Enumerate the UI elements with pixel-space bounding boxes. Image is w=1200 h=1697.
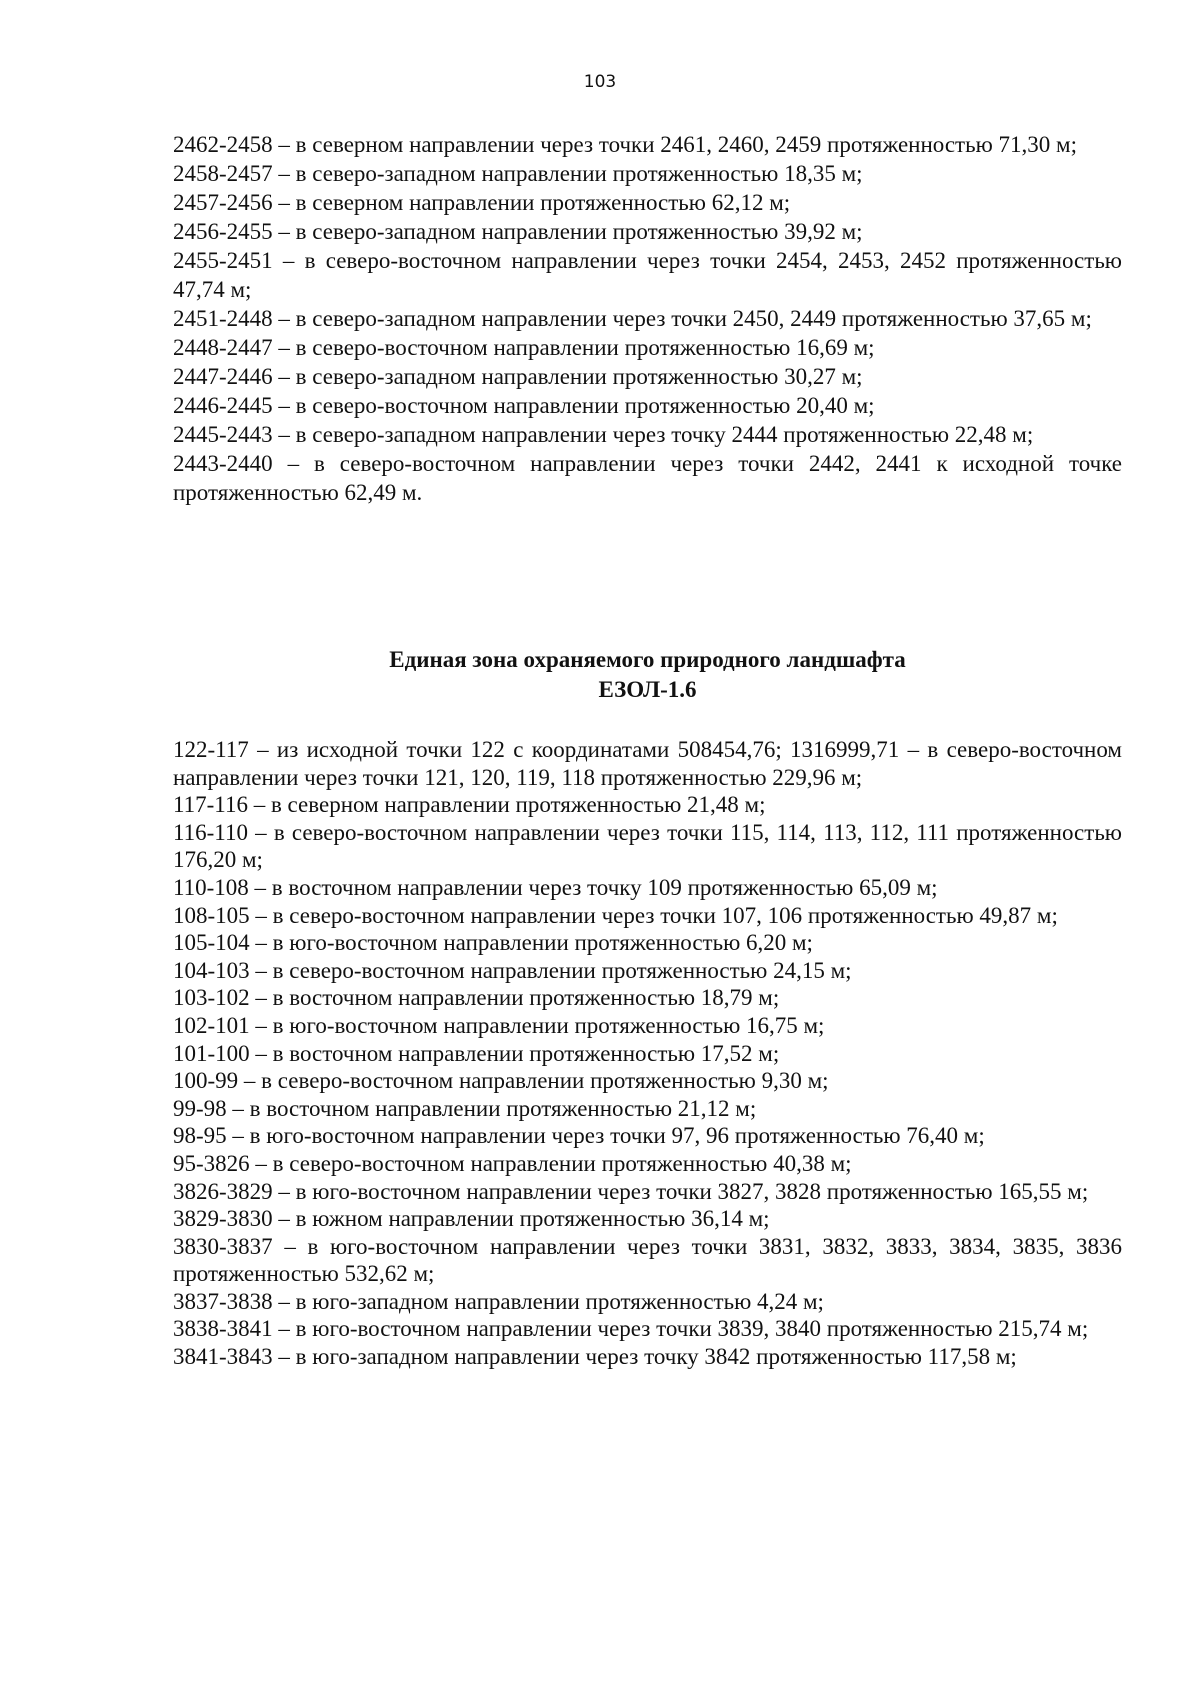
section-heading-title: Единая зона охраняемого природного ландшафта bbox=[389, 647, 906, 672]
boundary-segment: 3838-3841 – в юго-восточном направлении через точки 3839, 3840 протяженностью 215,74 м; bbox=[173, 1316, 1089, 1342]
boundary-segment: 100-99 – в северо-восточном направлении протяженностью 9,30 м; bbox=[173, 1068, 829, 1094]
boundary-segment: 105-104 – в юго-восточном направлении протяженностью 6,20 м; bbox=[173, 930, 813, 956]
boundary-segment: 2448-2447 – в северо-восточном направлении протяженностью 16,69 м; bbox=[173, 335, 875, 360]
boundary-segment: 3837-3838 – в юго-западном направлении протяженностью 4,24 м; bbox=[173, 1288, 824, 1314]
boundary-segment: 117-116 – в северном направлении протяженностью 21,48 м; bbox=[173, 792, 766, 818]
boundary-segment: 2447-2446 – в северо-западном направлении протяженностью 30,27 м; bbox=[173, 364, 863, 389]
boundary-segment: 3841-3843 – в юго-западном направлении через точку 3842 протяженностью 117,58 м; bbox=[173, 1344, 1017, 1370]
section-heading bbox=[173, 645, 1122, 705]
boundary-segment: 2443-2440 – в северо-восточном направлении через точки 2442, 2441 к исходной точке протяженностью 62,49 м. bbox=[173, 451, 1122, 505]
boundary-segment: 2455-2451 – в северо-восточном направлении через точки 2454, 2453, 2452 протяженностью 47,74 м; bbox=[173, 248, 1122, 302]
boundary-segment: 2462-2458 – в северном направлении через точки 2461, 2460, 2459 протяженностью 71,30 м; bbox=[173, 132, 1077, 157]
boundary-segment: 122-117 – из исходной точки 122 с координатами 508454,76; 1316999,71 – в северо-восточном направлении через точки 121, 120, 119, 118 протяженностью 229,96 м; bbox=[173, 737, 1122, 790]
page-number: 103 bbox=[583, 72, 617, 92]
boundary-segment: 98-95 – в юго-восточном направлении через точки 97, 96 протяженностью 76,40 м; bbox=[173, 1123, 985, 1149]
boundary-segment: 116-110 – в северо-восточном направлении через точки 115, 114, 113, 112, 111 протяженностью 176,20 м; bbox=[173, 819, 1122, 873]
boundary-segment: 108-105 – в северо-восточном направлении через точки 107, 106 протяженностью 49,87 м; bbox=[173, 902, 1058, 928]
boundary-segment: 2446-2445 – в северо-восточном направлении протяженностью 20,40 м; bbox=[173, 393, 875, 418]
boundary-segment: 101-100 – в восточном направлении протяженностью 17,52 м; bbox=[173, 1040, 780, 1066]
boundary-segment: 99-98 – в восточном направлении протяженностью 21,12 м; bbox=[173, 1095, 757, 1121]
section-heading-code: ЕЗОЛ-1.6 bbox=[598, 677, 697, 702]
boundary-segment: 3830-3837 – в юго-восточном направлении через точки 3831, 3832, 3833, 3834, 3835, 3836 протяженностью 532,62 м; bbox=[173, 1233, 1122, 1287]
boundary-segment: 103-102 – в восточном направлении протяженностью 18,79 м; bbox=[173, 985, 780, 1011]
boundary-segment: 2451-2448 – в северо-западном направлении через точки 2450, 2449 протяженностью 37,65 м; bbox=[173, 306, 1092, 331]
boundary-segment: 2457-2456 – в северном направлении протяженностью 62,12 м; bbox=[173, 190, 791, 215]
boundary-segment: 95-3826 – в северо-восточном направлении протяженностью 40,38 м; bbox=[173, 1150, 852, 1176]
boundary-segment: 2445-2443 – в северо-западном направлении через точку 2444 протяженностью 22,48 м; bbox=[173, 422, 1034, 447]
boundary-segment: 104-103 – в северо-восточном направлении протяженностью 24,15 м; bbox=[173, 957, 852, 983]
boundary-segment: 2458-2457 – в северо-западном направлении протяженностью 18,35 м; bbox=[173, 161, 863, 186]
boundary-segment: 110-108 – в восточном направлении через точку 109 протяженностью 65,09 м; bbox=[173, 874, 938, 900]
boundary-segment: 102-101 – в юго-восточном направлении протяженностью 16,75 м; bbox=[173, 1012, 825, 1038]
boundary-description-block-1 bbox=[173, 130, 1122, 507]
boundary-description-block-2 bbox=[173, 736, 1122, 1371]
boundary-segment: 3826-3829 – в юго-восточном направлении через точки 3827, 3828 протяженностью 165,55 м; bbox=[173, 1178, 1089, 1204]
boundary-segment: 2456-2455 – в северо-западном направлении протяженностью 39,92 м; bbox=[173, 219, 863, 244]
boundary-segment: 3829-3830 – в южном направлении протяженностью 36,14 м; bbox=[173, 1206, 770, 1232]
